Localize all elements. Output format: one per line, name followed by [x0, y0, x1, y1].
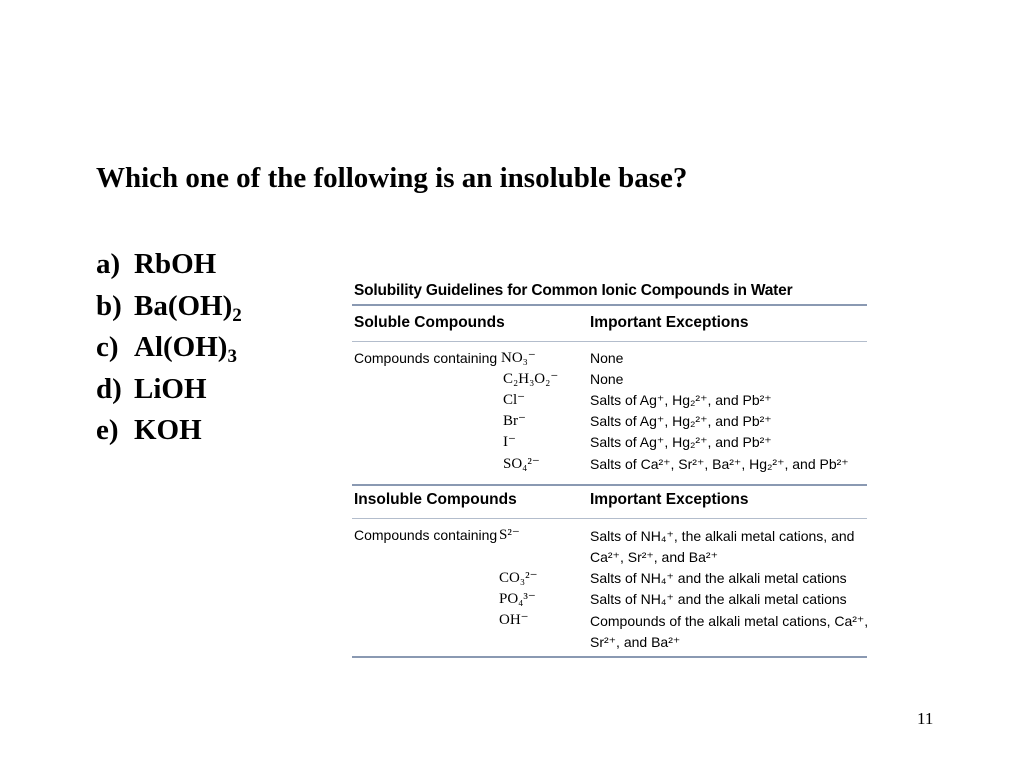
option-e[interactable]: [96, 412, 242, 454]
option-text: KOH: [134, 414, 202, 446]
insoluble-header-row: [354, 491, 864, 513]
exception-text: None: [590, 350, 624, 366]
option-letter: b): [96, 289, 122, 322]
compounds-containing-label: Compounds containing: [354, 527, 498, 543]
option-letter: a): [96, 248, 121, 280]
ion-iodide: I⁻: [503, 434, 516, 450]
ion-hydroxide: OH⁻: [499, 612, 529, 628]
exception-text: Salts of Ca²⁺, Sr²⁺, Ba²⁺, Hg₂²⁺, and Pb²⁺: [590, 456, 849, 472]
table-divider: [352, 304, 867, 306]
ion-carbonate: CO₃²⁻: [499, 570, 538, 586]
ion-phosphate: PO₄³⁻: [499, 591, 536, 607]
option-text: Ba(OH): [134, 289, 233, 322]
exception-text: Compounds of the alkali metal cations, Ca²⁺, Sr²⁺, and Ba²⁺: [590, 613, 869, 650]
exceptions-header: Important Exceptions: [590, 314, 749, 331]
exception-text: Salts of NH₄⁺ and the alkali metal cations: [590, 570, 847, 586]
insoluble-compounds-header: Insoluble Compounds: [354, 491, 517, 508]
soluble-compounds-header: Soluble Compounds: [354, 314, 505, 331]
ion-sulfide: S²⁻: [499, 527, 520, 543]
ion-nitrate: NO₃⁻: [501, 350, 536, 366]
option-d[interactable]: [96, 371, 242, 413]
option-letter: e): [96, 414, 119, 446]
option-letter: d): [96, 372, 122, 405]
option-text: Al(OH): [134, 331, 228, 363]
option-text: RbOH: [134, 248, 217, 280]
option-subscript: 3: [227, 346, 237, 367]
exceptions-header: Important Exceptions: [590, 491, 749, 508]
exception-text: None: [590, 371, 624, 387]
table-divider: [352, 656, 867, 658]
compounds-containing-label: Compounds containing: [354, 350, 498, 366]
option-b[interactable]: [96, 288, 242, 330]
exception-text: Salts of Ag⁺, Hg₂²⁺, and Pb²⁺: [590, 413, 772, 429]
option-text: LiOH: [134, 372, 207, 405]
answer-options: [96, 246, 242, 454]
option-subscript: 2: [232, 304, 242, 326]
ion-acetate: C₂H₃O₂⁻: [503, 371, 559, 387]
table-title: Solubility Guidelines for Common Ionic Compounds in Water: [354, 282, 793, 299]
exception-text: Salts of NH₄⁺, the alkali metal cations, and Ca²⁺, Sr²⁺, and Ba²⁺: [590, 528, 855, 565]
ion-sulfate: SO₄²⁻: [503, 456, 540, 472]
ion-bromide: Br⁻: [503, 413, 526, 429]
exception-text: Salts of Ag⁺, Hg₂²⁺, and Pb²⁺: [590, 392, 772, 408]
soluble-header-row: [354, 314, 864, 336]
page-number: 11: [917, 709, 934, 728]
exception-text: Salts of Ag⁺, Hg₂²⁺, and Pb²⁺: [590, 434, 772, 450]
exception-text: Salts of NH₄⁺ and the alkali metal cations: [590, 591, 847, 607]
option-c[interactable]: [96, 329, 242, 371]
option-letter: c): [96, 331, 119, 363]
table-divider: [352, 484, 867, 486]
question-text: Which one of the following is an insoluble base?: [96, 162, 688, 194]
ion-chloride: Cl⁻: [503, 392, 526, 408]
table-divider: [352, 518, 867, 519]
option-a[interactable]: [96, 246, 242, 288]
table-divider: [352, 341, 867, 342]
